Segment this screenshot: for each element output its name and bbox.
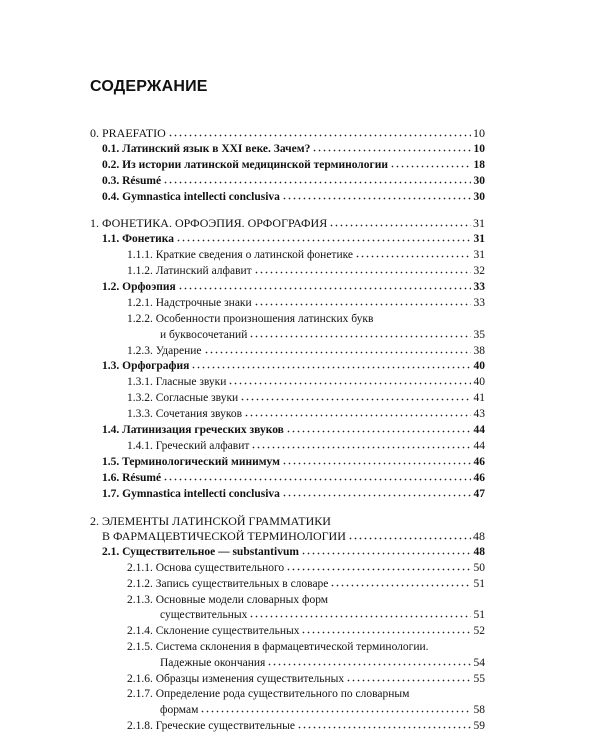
entry-title: 1. ФОНЕТИКА. ОРФОЭПИЯ. ОРФОГРАФИЯ [90, 216, 328, 231]
page-number: 30 [473, 190, 485, 203]
dot-leader [355, 248, 471, 258]
toc-subsection [90, 312, 485, 344]
entry-title: 1.3.1. Гласные звуки [127, 376, 227, 389]
page-number: 30 [473, 174, 485, 187]
page-number: 41 [473, 392, 485, 405]
dot-leader [191, 359, 471, 369]
toc-chapter [90, 514, 485, 545]
toc-subsection [90, 391, 485, 407]
entry-title: существительных [160, 609, 248, 622]
page-number: 31 [473, 233, 485, 246]
page-number: 38 [473, 344, 485, 357]
toc-subsection [90, 343, 485, 359]
page-number: 55 [473, 672, 485, 685]
toc-subsection [90, 719, 485, 735]
dot-leader [168, 127, 471, 137]
entry-title: 2.1.8. Греческие существительные [127, 720, 296, 733]
dot-leader [286, 423, 471, 433]
toc-subsection [90, 248, 485, 264]
toc-section [90, 173, 485, 189]
toc-subsection [90, 672, 485, 688]
toc-subsection [90, 296, 485, 312]
dot-leader [228, 375, 471, 385]
toc-section [90, 280, 485, 296]
entry-title: 1.2.1. Надстрочные знаки [127, 297, 252, 310]
toc-section [90, 471, 485, 487]
entry-title: 1.3.2. Согласные звуки [127, 392, 239, 405]
toc-chapter [90, 216, 485, 232]
toc-subsection [90, 375, 485, 391]
dot-leader [244, 407, 471, 417]
entry-title: 1.2.2. Особенности произношения латинских букв [127, 312, 374, 325]
entry-title: 1.4. Латинизация греческих звуков [102, 424, 284, 437]
dot-leader [301, 545, 471, 555]
dot-leader [267, 656, 471, 666]
toc-subsection [90, 561, 485, 577]
page-number: 18 [473, 158, 485, 171]
entry-title: и буквосочетаний [160, 328, 248, 341]
dot-leader [178, 280, 471, 290]
entry-title: 2.1.2. Запись существительных в словаре [127, 577, 329, 590]
dot-leader [249, 608, 471, 618]
page-number: 44 [473, 440, 485, 453]
page-number: 48 [473, 546, 485, 559]
page-number: 51 [473, 609, 485, 622]
toc-subsection [90, 439, 485, 455]
entry-title: 2. ЭЛЕМЕНТЫ ЛАТИНСКОЙ ГРАММАТИКИ [90, 513, 331, 528]
page-number: 48 [473, 529, 485, 544]
entry-title: 2.1. Существительное — substantivum [102, 546, 299, 559]
dot-leader [204, 343, 471, 353]
toc-subsection [90, 407, 485, 423]
page-number: 46 [473, 456, 485, 469]
dot-leader [346, 672, 471, 682]
entry-title: 0.3. Résumé [102, 174, 162, 187]
dot-leader [200, 703, 471, 713]
dot-leader [282, 189, 471, 199]
entry-title: 0. PRAEFATIO [90, 126, 166, 140]
entry-title: 1.4.1. Греческий алфавит [127, 440, 250, 453]
page-number: 33 [473, 297, 485, 310]
entry-title: 1.1. Фонетика [102, 233, 174, 246]
entry-title: В ФАРМАЦЕВТИЧЕСКОЙ ТЕРМИНОЛОГИИ [102, 529, 346, 544]
entry-title: 1.3. Орфография [102, 360, 190, 373]
page-number: 43 [473, 408, 485, 421]
entry-title: Падежные окончания [160, 656, 266, 669]
entry-title: формам [160, 704, 199, 717]
dot-leader [163, 471, 471, 481]
entry-title: 1.7. Gymnastica intellecti conclusiva [102, 487, 280, 500]
entry-title: 0.4. Gymnastica intellecti conclusiva [102, 190, 280, 203]
toc-subsection [90, 687, 485, 719]
entry-title: 0.1. Латинский язык в XXI веке. Зачем? [102, 142, 311, 155]
dot-leader [282, 455, 471, 465]
entry-title: 1.3.3. Сочетания звуков [127, 408, 243, 421]
dot-leader [249, 327, 471, 337]
dot-leader [301, 624, 471, 634]
page-number: 54 [473, 656, 485, 669]
entry-title: 1.5. Терминологический минимум [102, 456, 280, 469]
entry-title: 2.1.3. Основные модели словарных форм [127, 593, 329, 606]
toc-section [90, 359, 485, 375]
toc-subsection [90, 593, 485, 625]
dot-leader [254, 296, 471, 306]
page-number: 52 [473, 625, 485, 638]
toc-subsection [90, 624, 485, 640]
dot-leader [330, 577, 471, 587]
dot-leader [297, 719, 471, 729]
toc-section [90, 455, 485, 471]
toc-section [90, 142, 485, 158]
page-number: 51 [473, 577, 485, 590]
dot-leader [251, 439, 471, 449]
page-title: СОДЕРЖАНИЕ [90, 78, 208, 95]
page-number: 31 [473, 216, 485, 231]
dot-leader [312, 142, 471, 152]
toc-subsection [90, 264, 485, 280]
entry-title: 2.1.4. Склонение существительных [127, 625, 300, 638]
toc-section [90, 545, 485, 561]
page-number: 50 [473, 562, 485, 574]
entry-title: 2.1.7. Определение рода существительного по словарным [127, 688, 410, 701]
toc-chapter [90, 126, 485, 142]
entry-title: 0.2. Из истории латинской медицинской терминологии [102, 158, 388, 171]
entry-title: 1.2.3. Ударение [127, 344, 202, 357]
page-number: 46 [473, 472, 485, 484]
entry-title: 2.1.5. Система склонения в фармацевтической терминологии. [127, 641, 429, 653]
table-of-contents [90, 126, 485, 735]
page-number: 32 [473, 265, 485, 278]
page-number: 58 [473, 704, 485, 717]
dot-leader [390, 158, 471, 168]
page-number: 31 [473, 249, 485, 262]
toc-section [90, 423, 485, 439]
page-number: 40 [473, 360, 485, 373]
dot-leader [176, 232, 471, 242]
page-number: 59 [473, 720, 485, 733]
toc-section [90, 232, 485, 248]
entry-title: 1.6. Résumé [102, 472, 162, 484]
entry-title: 2.1.1. Основа существительного [127, 562, 285, 574]
toc-section [90, 189, 485, 205]
page-number: 33 [473, 281, 485, 294]
toc-subsection [90, 640, 485, 672]
entry-title: 2.1.6. Образцы изменения существительных [127, 672, 345, 685]
dot-leader [282, 487, 471, 497]
dot-leader [254, 264, 471, 274]
page-number: 35 [473, 328, 485, 341]
toc-section [90, 487, 485, 503]
entry-title: 1.2. Орфоэпия [102, 281, 176, 294]
dot-leader [286, 561, 471, 571]
page-number: 44 [473, 424, 485, 437]
entry-title: 1.1.2. Латинский алфавит [127, 265, 252, 278]
toc-subsection [90, 577, 485, 593]
entry-title: 1.1.1. Краткие сведения о латинской фонетике [127, 249, 354, 262]
page-number: 47 [473, 487, 485, 500]
dot-leader [348, 530, 471, 540]
page-number: 10 [473, 142, 485, 155]
dot-leader [329, 217, 471, 227]
dot-leader [240, 391, 471, 401]
page-number: 10 [473, 126, 485, 140]
toc-section [90, 158, 485, 174]
page-number: 40 [473, 376, 485, 389]
dot-leader [163, 173, 471, 183]
